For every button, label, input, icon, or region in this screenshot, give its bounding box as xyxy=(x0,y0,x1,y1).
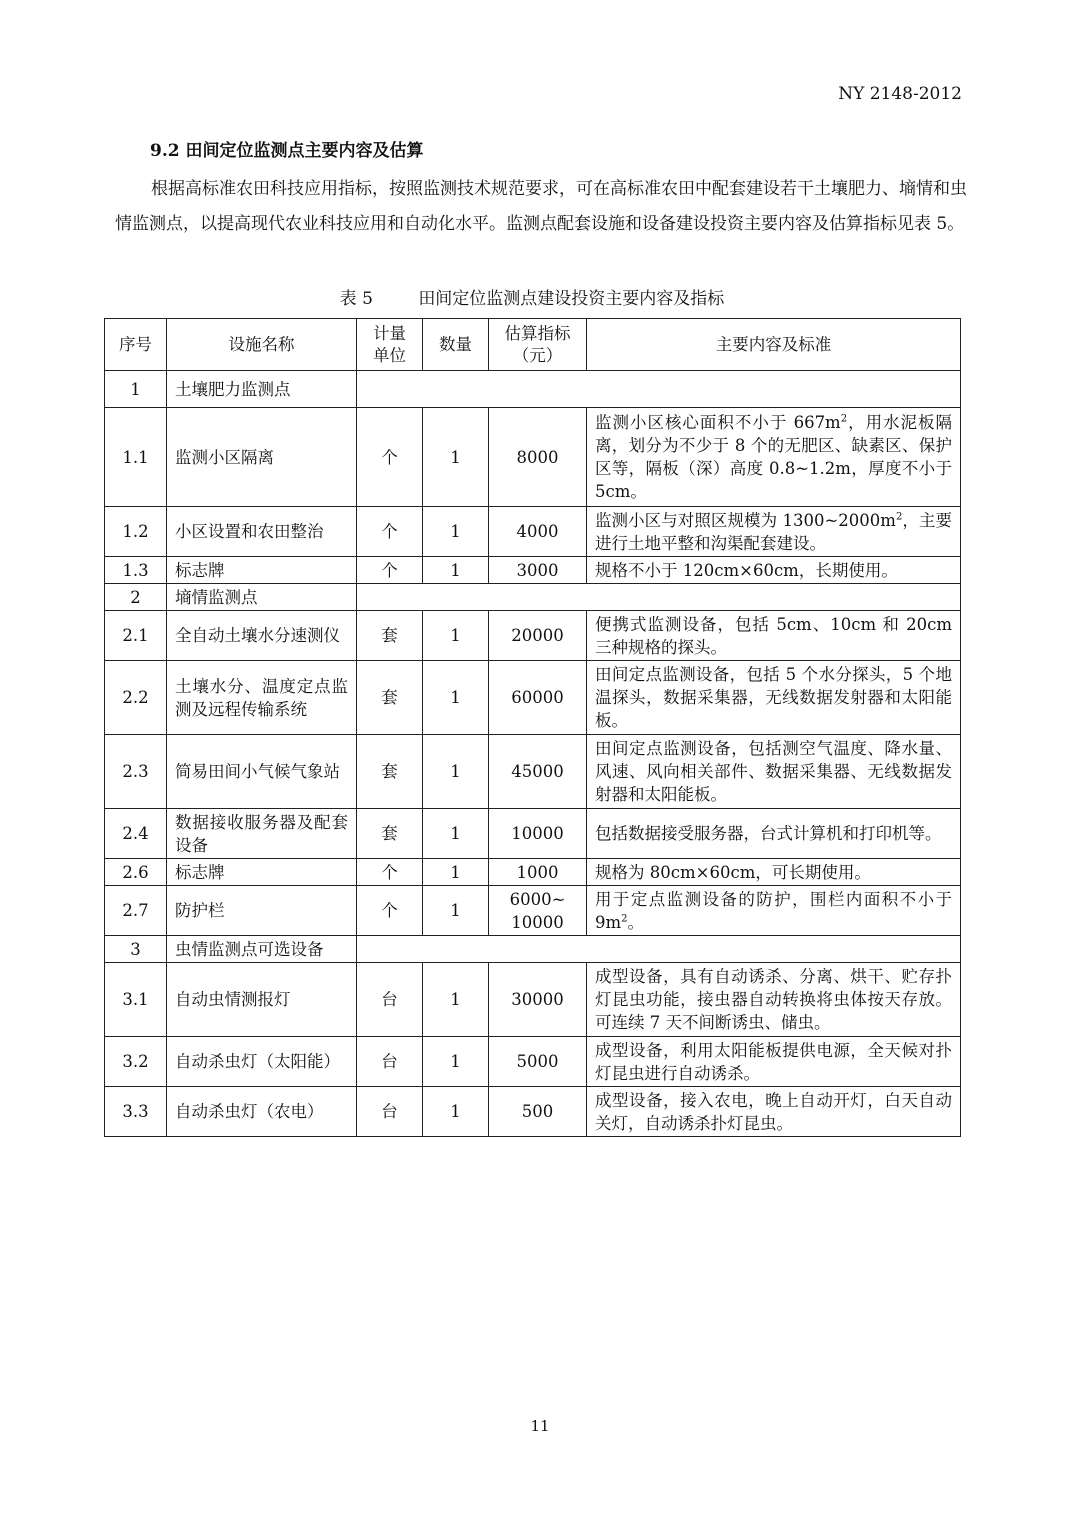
cell-qty: 1 xyxy=(423,1037,489,1087)
cell-content xyxy=(587,557,961,584)
cell-no: 3.1 xyxy=(105,963,167,1037)
cell-content-text: 田间定点监测设备，包括 5 个水分探头，5 个地温探头，数据采集器，无线数据发射器和太阳能板。 xyxy=(595,665,952,730)
cell-name: 自动杀虫灯（太阳能） xyxy=(167,1037,357,1087)
cell-name: 监测小区隔离 xyxy=(167,408,357,507)
cell-cost: 3000 xyxy=(489,557,587,584)
cell-cost: 10000 xyxy=(489,809,587,859)
table-row xyxy=(105,611,961,661)
cell-cost-line2: 10000 xyxy=(511,912,564,932)
cell-cost: 5000 xyxy=(489,1037,587,1087)
cell-cost: 20000 xyxy=(489,611,587,661)
cell-name: 自动虫情测报灯 xyxy=(167,963,357,1037)
cell-cost: 45000 xyxy=(489,735,587,809)
group-name: 墒情监测点 xyxy=(167,584,357,611)
table-body xyxy=(105,371,961,1137)
cell-name: 标志牌 xyxy=(167,859,357,886)
table-caption xyxy=(104,284,960,309)
table-row xyxy=(105,507,961,557)
header-unit xyxy=(357,319,423,371)
header-cost-line2: （元） xyxy=(512,345,563,365)
group-no: 3 xyxy=(105,936,167,963)
cell-unit: 台 xyxy=(357,963,423,1037)
cell-content xyxy=(587,963,961,1037)
cell-content-text: 监测小区与对照区规模为 1300~2000m xyxy=(595,510,896,530)
cell-name: 简易田间小气候气象站 xyxy=(167,735,357,809)
group-row xyxy=(105,584,961,611)
cell-content xyxy=(587,859,961,886)
group-no: 2 xyxy=(105,584,167,611)
cell-cost-line1: 6000~ xyxy=(509,889,566,909)
cell-content-text: 便携式监测设备，包括 5cm、10cm 和 20cm 三种规格的探头。 xyxy=(595,614,952,657)
cell-qty: 1 xyxy=(423,859,489,886)
cell-content-text-cont: ，用水泥板隔离，划分为不少于 8 个的无肥区、缺素区、保护区等，隔板（深）高度 0.8~1.2m，厚度不小于 5cm。 xyxy=(595,413,953,501)
table-row xyxy=(105,735,961,809)
cell-unit: 套 xyxy=(357,735,423,809)
cell-unit: 个 xyxy=(357,507,423,557)
group-row xyxy=(105,371,961,408)
cell-content xyxy=(587,1087,961,1137)
cell-no: 3.3 xyxy=(105,1087,167,1137)
header-name: 设施名称 xyxy=(167,319,357,371)
table-row xyxy=(105,1037,961,1087)
table-row xyxy=(105,809,961,859)
page-number: 11 xyxy=(530,1417,550,1435)
cell-content xyxy=(587,408,961,507)
cell-content-text: 成型设备，具有自动诱杀、分离、烘干、贮存扑灯昆虫功能，接虫器自动转换将虫体按天存放。可连续 7 天不间断诱虫、储虫。 xyxy=(595,967,952,1032)
cell-name: 数据接收服务器及配套设备 xyxy=(167,809,357,859)
cell-cost: 8000 xyxy=(489,408,587,507)
cell-unit: 个 xyxy=(357,886,423,936)
header-no: 序号 xyxy=(105,319,167,371)
cell-content xyxy=(587,661,961,735)
group-empty-cell xyxy=(357,371,961,408)
table-row xyxy=(105,886,961,936)
cell-unit: 套 xyxy=(357,611,423,661)
header-qty: 数量 xyxy=(423,319,489,371)
cell-name: 标志牌 xyxy=(167,557,357,584)
cell-content xyxy=(587,735,961,809)
cell-qty: 1 xyxy=(423,661,489,735)
cell-name: 土壤水分、温度定点监测及远程传输系统 xyxy=(167,661,357,735)
group-no: 1 xyxy=(105,371,167,408)
table-row xyxy=(105,661,961,735)
table-header-row xyxy=(105,319,961,371)
header-unit-line2: 单位 xyxy=(373,345,406,365)
cell-qty: 1 xyxy=(423,1087,489,1137)
cell-content-superscript: 2 xyxy=(621,913,628,924)
header-cost xyxy=(489,319,587,371)
group-row xyxy=(105,936,961,963)
cell-qty: 1 xyxy=(423,886,489,936)
cell-name: 小区设置和农田整治 xyxy=(167,507,357,557)
cell-no: 2.4 xyxy=(105,809,167,859)
cell-unit: 台 xyxy=(357,1087,423,1137)
cell-unit: 套 xyxy=(357,809,423,859)
group-empty-cell xyxy=(357,936,961,963)
cell-cost: 60000 xyxy=(489,661,587,735)
header-cost-line1: 估算指标 xyxy=(504,323,571,343)
cell-qty: 1 xyxy=(423,507,489,557)
cell-no: 2.1 xyxy=(105,611,167,661)
cell-content-text: 用于定点监测设备的防护，围栏内面积不小于 9m xyxy=(595,889,952,932)
cell-content xyxy=(587,507,961,557)
cell-unit: 套 xyxy=(357,661,423,735)
cell-content-superscript: 2 xyxy=(840,413,848,425)
cell-cost: 30000 xyxy=(489,963,587,1037)
cell-content-text: 监测小区核心面积不小于 667m xyxy=(595,413,841,432)
cell-no: 3.2 xyxy=(105,1037,167,1087)
header-content: 主要内容及标准 xyxy=(587,319,961,371)
group-empty-cell xyxy=(357,584,961,611)
cell-content xyxy=(587,1037,961,1087)
cell-content-text: 包括数据接受服务器，台式计算机和打印机等。 xyxy=(595,824,942,843)
cell-content-text-cont: ，主要进行土地平整和沟渠配套建设。 xyxy=(595,510,952,553)
cell-unit: 个 xyxy=(357,859,423,886)
cell-content-superscript: 2 xyxy=(895,511,903,522)
cell-no: 1.3 xyxy=(105,557,167,584)
cell-no: 2.3 xyxy=(105,735,167,809)
table-row xyxy=(105,963,961,1037)
cell-unit: 个 xyxy=(357,408,423,507)
cell-cost: 500 xyxy=(489,1087,587,1137)
cell-qty: 1 xyxy=(423,963,489,1037)
cell-no: 2.2 xyxy=(105,661,167,735)
cell-cost xyxy=(489,886,587,936)
group-name: 土壤肥力监测点 xyxy=(167,371,357,408)
cell-qty: 1 xyxy=(423,611,489,661)
table-row xyxy=(105,557,961,584)
cell-content-text: 规格为 80cm×60cm，可长期使用。 xyxy=(595,862,871,882)
cell-content-text: 田间定点监测设备，包括测空气温度、降水量、风速、风向相关部件、数据采集器、无线数据发射器和太阳能板。 xyxy=(595,739,952,804)
cell-name: 全自动土壤水分速测仪 xyxy=(167,611,357,661)
cell-content-text: 成型设备，利用太阳能板提供电源，全天候对扑灯昆虫进行自动诱杀。 xyxy=(595,1040,952,1083)
table-row xyxy=(105,408,961,507)
cell-no: 1.1 xyxy=(105,408,167,507)
cell-unit: 个 xyxy=(357,557,423,584)
cell-content xyxy=(587,809,961,859)
cell-qty: 1 xyxy=(423,408,489,507)
header-unit-line1: 计量 xyxy=(373,323,406,343)
cell-qty: 1 xyxy=(423,809,489,859)
group-name: 虫情监测点可选设备 xyxy=(167,936,357,963)
intro-paragraph: 根据高标准农田科技应用指标，按照监测技术规范要求，可在高标准农田中配套建设若干土壤肥力、墒情和虫情监测点，以提高现代农业科技应用和自动化水平。监测点配套设施和设备建设投资主要内容及估算指标见表 5。 xyxy=(115,179,967,234)
cell-content xyxy=(587,611,961,661)
cell-content-text-cont: 。 xyxy=(627,912,645,932)
cell-no: 2.6 xyxy=(105,859,167,886)
standard-code: NY 2148-2012 xyxy=(838,84,962,104)
cell-name: 自动杀虫灯（农电） xyxy=(167,1087,357,1137)
cell-no: 1.2 xyxy=(105,507,167,557)
table-caption-title: 田间定位监测点建设投资主要内容及指标 xyxy=(418,289,725,309)
cell-content-text: 成型设备，接入农电，晚上自动开灯，白天自动关灯，自动诱杀扑灯昆虫。 xyxy=(595,1090,952,1133)
cell-content xyxy=(587,886,961,936)
cell-qty: 1 xyxy=(423,557,489,584)
cell-name: 防护栏 xyxy=(167,886,357,936)
investment-table xyxy=(104,318,961,1137)
table-row xyxy=(105,1087,961,1137)
table-caption-number: 表 5 xyxy=(339,289,373,309)
section-title: 9.2 田间定位监测点主要内容及估算 xyxy=(150,141,424,161)
cell-qty: 1 xyxy=(423,735,489,809)
cell-no: 2.7 xyxy=(105,886,167,936)
cell-cost: 1000 xyxy=(489,859,587,886)
cell-unit: 台 xyxy=(357,1037,423,1087)
cell-cost: 4000 xyxy=(489,507,587,557)
table-row xyxy=(105,859,961,886)
cell-content-text: 规格不小于 120cm×60cm，长期使用。 xyxy=(595,560,898,580)
